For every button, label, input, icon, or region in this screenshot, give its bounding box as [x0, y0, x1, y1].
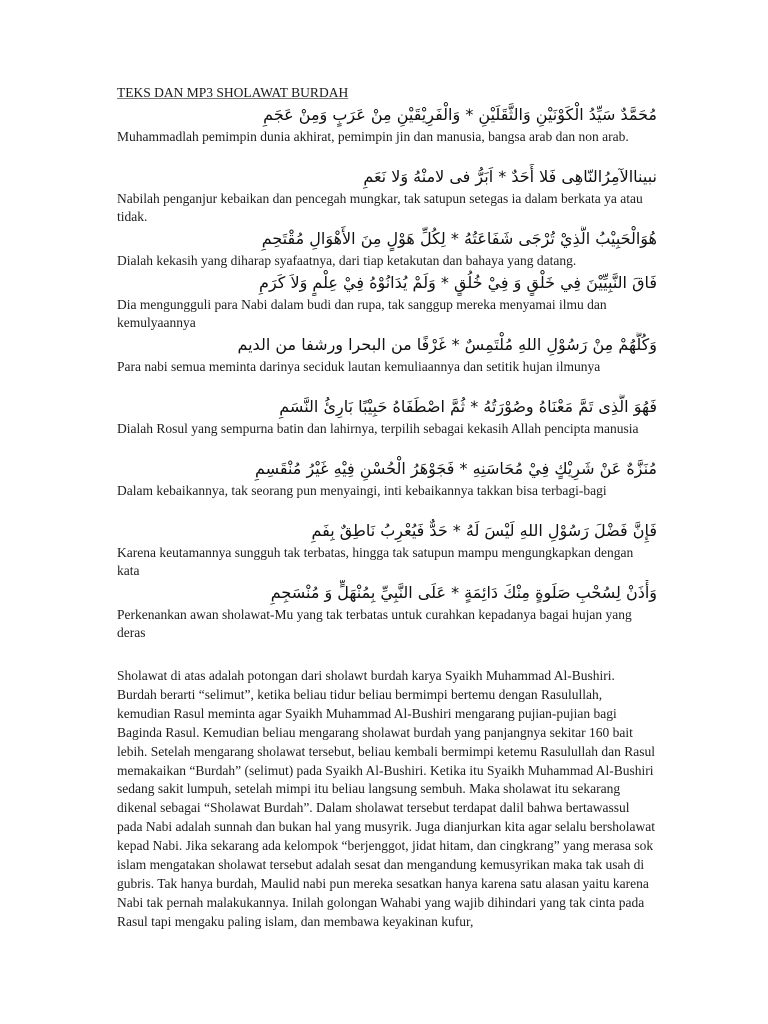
verse-arabic: مُحَمَّدٌ سَيِّدُ الْكَوْنَيْنِ وَالثَّقَلَيْنِ * وَالْفَرِيْقَيْنِ مِنْ عَرَبٍ وَمِنْ عَجَمِ	[263, 105, 657, 124]
verse-translation: Perkenankan awan sholawat-Mu yang tak terbatas untuk curahkan kepadanya bagai hujan yang deras	[117, 607, 632, 640]
verse-item	[117, 164, 657, 226]
verse-translation: Para nabi semua meminta darinya seciduk lautan kemuliaannya dan setitik hujan ilmunya	[117, 359, 601, 374]
essay-paragraph: Sholawat di atas adalah potongan dari sholawt burdah karya Syaikh Muhammad Al-Bushiri. Burdah berarti “selimut”, ketika beliau tidur beliau bermimpi bertemu dengan Rasulullah, kemudian Rasul meminta agar Syaikh Muhammad Al-Bushiri mengarang pujian-pujian bagi Baginda Rasul. Kemudian beliau mengarang sholawat burdah yang panjangnya sekitar 160 bait lebih. Setelah mengarang sholawat tersebut, beliau kembali bermimpi ketemu Rasulullah dan Rasul memakaikan “Burdah” (selimut) pada Syaikh Al-Bushiri. Ketika itu Syaikh Muhammad Al-Bushiri sedang sakit lumpuh, setelah mimpi itu beliau langsung sembuh. Maka sholawat itu sekarang dikenal sebagai “Sholawat Burdah”. Dalam sholawat tersebut terdapat dalil bahwa bertawassul pada Nabi adalah sunnah dan bukan hal yang musyrik. Juga dianjurkan kita agar selalu bersholawat kepad Nabi. Jika sekarang ada kelompok “berjenggot, jidat hitam, dan cingkrang” yang merasa sok islam mengatakan sholawat tersebut adalah sesat dan mengandung kemusyrikan maka tak usah di gubris. Tak hanya burdah, Maulid nabi pun mereka sesatkan hanya karena satu alasan yaitu karena Nabi tak pernah malakukannya. Inilah golongan Wahabi yang wajib dihindari yang tak cinta pada Rasul tapi mengaku paling islam, dan membawa keyakinan kufur,	[117, 668, 655, 929]
verse-item	[117, 332, 657, 394]
verse-item	[117, 456, 657, 518]
verse-translation: Dialah Rosul yang sempurna batin dan lahirnya, terpilih sebagai kekasih Allah pencipta manusia	[117, 421, 639, 436]
verse-item	[117, 580, 657, 642]
verse-item	[117, 394, 657, 456]
verse-arabic: هُوَالْحَبِيْبُ الَّذِيْ تُرْجَى شَفَاعَتُهُ * لِكُلِّ هَوْلٍ مِنَ الأَهْوَالِ مُقْتَحِمِ	[261, 229, 657, 248]
verse-translation: Muhammadlah pemimpin dunia akhirat, pemimpin jin dan manusia, bangsa arab dan non arab.	[117, 129, 629, 144]
verse-arabic: فَإِنَّ فَضْلَ رَسُوْلِ اللهِ لَيْسَ لَهُ * حَدٌّ فَيُعْرِبُ نَاطِقٌ بِفَمِ	[311, 521, 657, 540]
verse-list	[117, 102, 657, 642]
verse-translation: Dalam kebaikannya, tak seorang pun menyaingi, inti kebaikannya takkan bisa terbagi-bagi	[117, 483, 607, 498]
verse-translation: Karena keutamannya sungguh tak terbatas, hingga tak satupun mampu mengungkapkan dengan kata	[117, 545, 634, 578]
verse-translation: Dia mengungguli para Nabi dalam budi dan rupa, tak sanggup mereka menyamai ilmu dan kemulyaannya	[117, 297, 607, 330]
verse-arabic: مُنَزَّهٌ عَنْ شَرِيْكٍ فِيْ مُحَاسَنِهِ * فَجَوْهَرُ الْحُسْنِ فِيْهِ غَيْرُ مُنْقَسِمِ	[254, 459, 657, 478]
verse-translation: Nabilah penganjur kebaikan dan pencegah mungkar, tak satupun setegas ia dalam berkata ya atau tidak.	[117, 191, 643, 224]
verse-arabic: وَأْذَنْ لِسُحْبِ صَلَوةٍ مِنْكَ دَائِمَةٍ * عَلَى النَّبِيِّ بِمُنْهَلٍّ وَ مُنْسَجِمِ	[270, 583, 657, 602]
verse-item	[117, 270, 657, 332]
verse-arabic: نبيناالآمِرُالنّاهِى فَلا أَحَدٌ * اَبَرُّ فى لامنْهُ وَلا نَعَمِ	[363, 167, 657, 186]
verse-item	[117, 102, 657, 164]
document-page	[117, 84, 657, 642]
verse-arabic: وَكُلُّهُمْ مِنْ رَسُوْلِ اللهِ مُلْتَمِسٌ * غَرْفًا من البحرا ورشفا من الديم	[237, 335, 657, 354]
document-title: TEKS DAN MP3 SHOLAWAT BURDAH	[117, 85, 349, 100]
verse-item	[117, 226, 657, 270]
verse-arabic: فَاقَ النَّبِيِّيْنَ فِي خَلْقٍ وَ فِيْ خُلُقٍ * وَلَمْ يُدَانُوْهُ فِيْ عِلْمٍ وَلاَ كَرَمِ	[259, 273, 657, 292]
verse-arabic: فَهُوَ الَّذِى تَمَّ مَعْنَاهُ وصُوْرَتُهُ * ثُمَّ اصْطَفَاهُ حَبِيْبًا بَارِئُ النَّسَمِ	[279, 397, 657, 416]
verse-item	[117, 518, 657, 580]
verse-translation: Dialah kekasih yang diharap syafaatnya, dari tiap ketakutan dan bahaya yang datang.	[117, 253, 577, 268]
